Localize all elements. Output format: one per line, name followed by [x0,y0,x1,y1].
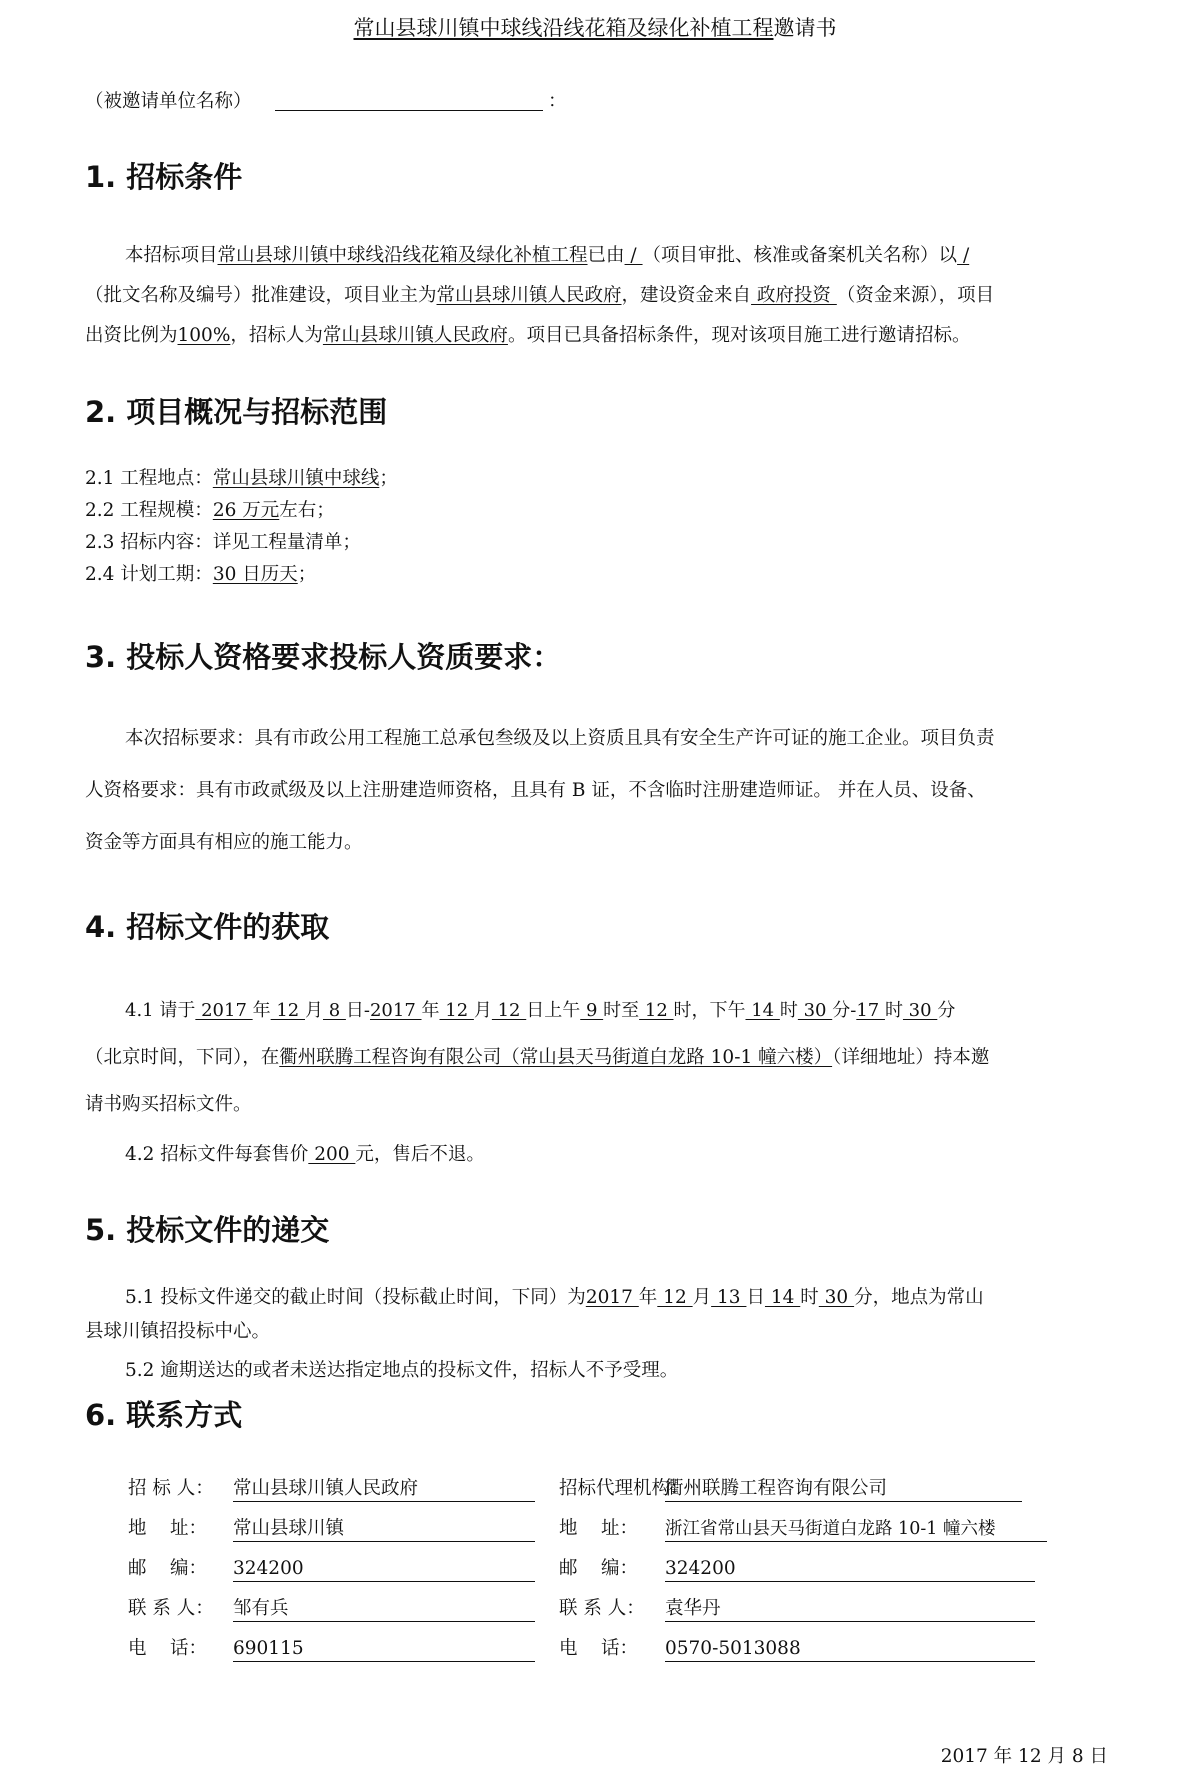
section-2-heading: 2. 项目概况与招标范围 [85,395,388,429]
contact-left-0: 招 标 人： 常山县球川镇人民政府 [128,1474,535,1502]
s2-item-2: 2.2 工程规模：26 万元左右； [85,500,335,521]
s1-line-3: 出资比例为100%，招标人为常山县球川镇人民政府。项目已具备招标条件，现对该项目施工进行邀请招标。 [85,325,971,346]
contact-right-0: 招标代理机构：衢州联腾工程咨询有限公司 [559,1474,1022,1502]
s4-para-1-line-2: （北京时间，下同），在衢州联腾工程咨询有限公司（常山县天马街道白龙路 10-1 幢六楼）（详细地址）持本邀 [85,1047,990,1068]
contact-left-2: 邮 编： 324200 [128,1554,535,1582]
s5-para-1-line-2: 县球川镇招投标中心。 [85,1321,271,1342]
section-3-heading: 3. 投标人资格要求投标人资质要求： [85,640,562,674]
document-date: 2017 年 12 月 8 日 [940,1746,1108,1767]
invitee-label: （被邀请单位名称） [85,91,252,112]
s3-line-2: 人资格要求：具有市政贰级及以上注册建造师资格，且具有 B 证，不含临时注册建造师证。 并在人员、设备、 [85,780,986,801]
s2-item-1: 2.1 工程地点：常山县球川镇中球线； [85,468,398,489]
contact-left-4: 电 话： 690115 [128,1634,535,1662]
contact-right-2: 邮 编： 324200 [559,1554,1035,1582]
section-4-heading: 4. 招标文件的获取 [85,910,330,944]
s2-item-3: 2.3 招标内容：详见工程量清单； [85,532,361,553]
section-6-heading: 6. 联系方式 [85,1398,243,1432]
invitee-line [85,82,252,122]
s4-para-2: 4.2 招标文件每套售价 200 元，售后不退。 [125,1144,485,1165]
contact-left-3: 联 系 人： 邹有兵 [128,1594,535,1622]
s3-line-1: 本次招标要求：具有市政公用工程施工总承包叁级及以上资质且具有安全生产许可证的施工企业。项目负责 [125,728,995,749]
title-suffix: 邀请书 [773,16,837,40]
title-project-name: 常山县球川镇中球线沿线花箱及绿化补植工程 [353,16,774,40]
section-1-heading: 1. 招标条件 [85,160,243,194]
section-5-heading: 5. 投标文件的递交 [85,1213,330,1247]
s5-para-1-line-1: 5.1 投标文件递交的截止时间（投标截止时间，下同）为2017 年 12 月 13 日 14 时 30 分，地点为常山 [125,1287,984,1308]
s1-line-2: （批文名称及编号）批准建设，项目业主为常山县球川镇人民政府，建设资金来自 政府投资 （资金来源），项目 [85,285,995,306]
s3-line-3: 资金等方面具有相应的施工能力。 [85,832,363,853]
s2-item-4: 2.4 计划工期：30 日历天； [85,564,317,585]
s5-para-2: 5.2 逾期送达的或者未送达指定地点的投标文件，招标人不予受理。 [125,1360,679,1381]
invitee-blank [275,110,543,111]
s4-para-1-line-1: 4.1 请于 2017 年 12 月 8 日-2017 年 12 月 12 日上午 9 时至 12 时，下午 14 时 30 分-17 时 30 分 [125,1000,956,1021]
contact-right-3: 联 系 人： 袁华丹 [559,1594,1035,1622]
contact-right-4: 电 话： 0570-5013088 [559,1634,1035,1662]
document-title [0,12,1190,42]
contact-left-1: 地 址： 常山县球川镇 [128,1514,535,1542]
s4-para-1-line-3: 请书购买招标文件。 [85,1094,252,1115]
s1-line-1: 本招标项目常山县球川镇中球线沿线花箱及绿化补植工程已由 / （项目审批、核准或备案机关名称）以 / [125,245,970,266]
invitee-colon: ： [548,91,567,112]
contact-right-1: 地 址： 浙江省常山县天马街道白龙路 10-1 幢六楼 [559,1514,1047,1542]
